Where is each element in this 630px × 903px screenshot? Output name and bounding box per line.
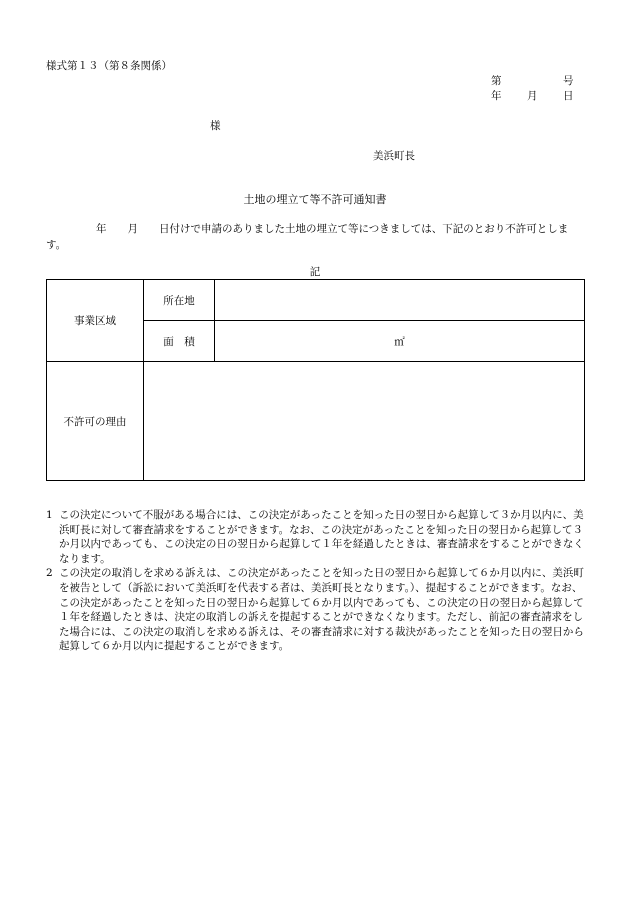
date-month: 月 [527, 90, 538, 102]
note-text: この決定について不服がある場合には、この決定があったことを知った日の翌日から起算して３か月以内に、美浜町長に対して審査請求をすることができます。なお、この決定があったことを知った日の翌日から起算して３か月以内であっても、この決定の日の翌日から起算して１年を経過したときは、審査請求をすることができなくなります。 [59, 509, 584, 565]
addressee: 様 [210, 120, 221, 132]
date-year: 年 [491, 90, 502, 102]
area-label: 事業区域 [47, 280, 144, 362]
note-text: この決定の取消しを求める訴えは、この決定があったことを知った日の翌日から起算して６か月以内に、美浜町を被告として（訴訟において美浜町を代表する者は、美浜町長となります。）、提起することができます。なお、この決定があったことを知った日の翌日から起算して６か月以内であっても、この決定の日の翌日から起算して１年を経過したときは、決定の取消しの訴えを提起することができなくなります。ただし、前記の審査請求をした場合には、この決定の取消しを求める訴えは、その審査請求に対する裁決があったことを知った日の翌日から起算して６か月以内に提起することができます。 [59, 567, 584, 653]
size-unit: ㎡ [215, 321, 585, 362]
sender: 美浜町長 [373, 150, 415, 162]
note-number: 1 [46, 509, 53, 521]
size-label: 面 積 [144, 321, 215, 362]
reason-label: 不許可の理由 [47, 362, 144, 481]
date-day: 日 [563, 90, 574, 102]
notes [46, 508, 588, 654]
number-prefix: 第 [491, 75, 502, 87]
document-title: 土地の埋立て等不許可通知書 [243, 193, 387, 206]
note-number: 2 [46, 567, 53, 580]
number-suffix: 号 [563, 75, 574, 87]
ki-label: 記 [309, 266, 321, 278]
note-item [46, 566, 588, 654]
reason-value [144, 362, 585, 481]
location-label: 所在地 [144, 280, 215, 321]
note-item [46, 508, 588, 566]
form-id: 様式第１３（第８条関係） [46, 60, 172, 72]
body-text: 年 月 日付けで申請のありました土地の埋立て等につきましては、下記のとおり不許可とします。 [46, 223, 569, 251]
location-value [215, 280, 585, 321]
details-table [46, 279, 585, 481]
